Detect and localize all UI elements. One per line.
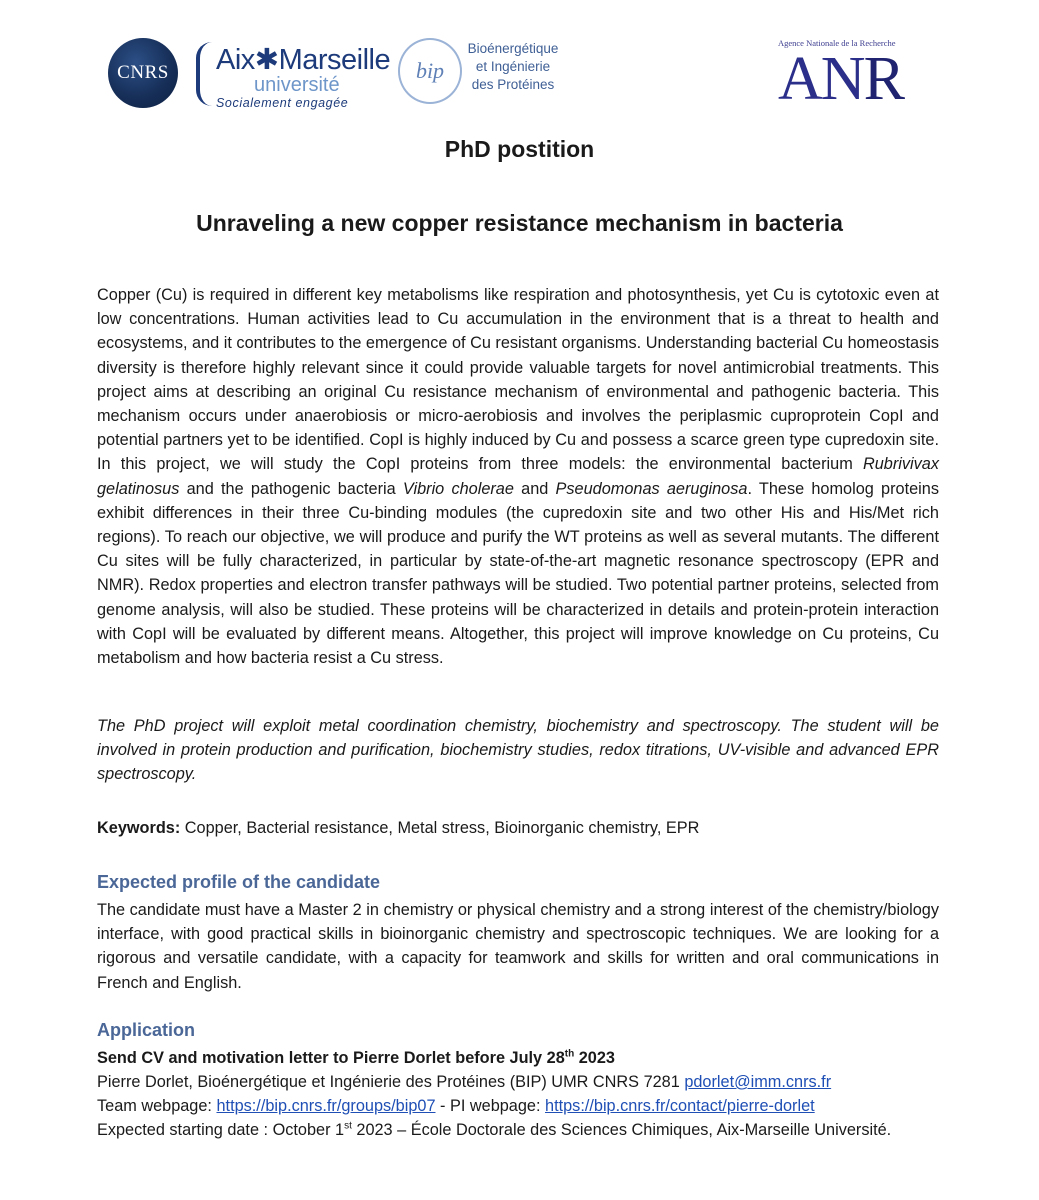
anr-logo-subtitle: Agence Nationale de la Recherche [778, 38, 896, 48]
start-date-text: Expected starting date : October 1 [97, 1121, 345, 1139]
start-date-rest: 2023 – École Doctorale des Sciences Chimiques, Aix-Marseille Université. [351, 1121, 892, 1139]
application-instruction-sup: th [564, 1048, 575, 1060]
bip-logo-line-2: et Ingénierie [475, 59, 551, 74]
keywords [97, 816, 939, 840]
profile-text: The candidate must have a Master 2 in chemistry or physical chemistry and a strong interest of the chemistry/biology interface, with good practical skills in bioinorganic chemistry and spectroscopic techniques. We are looking for a rigorous and versatile candidate, with a capacity for teamwork and skills for written and oral communications in French and English. [97, 901, 939, 992]
description-part-1: Copper (Cu) is required in different key metabolisms like respiration and photosynthesis, yet Cu is cytotoxic even at low concentrations. Human activities lead to Cu accumulation in the environment that is a threat to health and ecosystems, and it contributes to the emergence of Cu resistant organisms. Understanding bacterial Cu homeostasis diversity is therefore highly relevant since it could provide valuable targets for novel antimicrobial treatments. This project aims at describing an original Cu resistance mechanism of environmental and pathogenic bacteria. This mechanism occurs under anaerobiosis or micro-aerobiosis and involves the periplasmic cuproprotein CopI and potential partners yet to be identified. CopI is highly induced by Cu and possess a scarce green type cupredoxin site. In this project, we will study the CopI proteins from three models: the environmental bacterium [97, 286, 939, 474]
anr-logo-r: R [863, 45, 903, 113]
amu-logo-tagline: Socialement engagée [216, 96, 349, 110]
application-instruction-year: 2023 [574, 1049, 615, 1067]
amu-logo-sub: université [254, 74, 340, 96]
bip-logo-text [458, 40, 568, 94]
bip-logo [398, 34, 558, 110]
team-webpage-label: Team webpage: [97, 1097, 217, 1115]
project-description [97, 283, 939, 670]
contact-line [97, 1070, 831, 1094]
logo-bar [0, 30, 1039, 120]
description-part-4: . These homolog proteins exhibit differences in their three Cu-binding modules (the cupredoxin site and two other His and His/Met rich regions). To reach our objective, we will produce and purify the WT proteins as well as several mutants. The different Cu sites will be fully characterized, in particular by state-of-the-art magnetic resonance spectroscopy (EPR and NMR). Redox properties and electron transfer pathways will be studied. Two potential partner proteins, selected from genome analysis, will also be studied. These proteins will be characterized in details and protein-protein interaction with CopI will be evaluated by different means. Altogether, this project will improve knowledge on Cu proteins, Cu metabolism and how bacteria resist a Cu stress. [97, 479, 939, 668]
species-rubrivivax: Rubrivivax gelatinosus [97, 455, 939, 498]
amu-logo [196, 38, 391, 110]
webpages-line [97, 1094, 815, 1118]
species-vibrio: Vibrio cholerae [402, 479, 514, 498]
anr-logo [778, 36, 938, 113]
anr-logo-letters [778, 44, 903, 115]
bip-logo-circle [398, 38, 462, 104]
team-webpage-link[interactable]: https://bip.cnrs.fr/groups/bip07 [216, 1097, 436, 1115]
bip-logo-line-3: des Protéines [471, 77, 555, 92]
project-note: The PhD project will exploit metal coordination chemistry, biochemistry and spectroscopy. The student will be involved in protein production and purification, biochemistry studies, redox titrations, UV-visible and advanced EPR spectroscopy. [97, 717, 939, 784]
application-instruction-text: Send CV and motivation letter to Pierre Dorlet before July 28 [97, 1049, 565, 1067]
pi-webpage-link[interactable]: https://bip.cnrs.fr/contact/pierre-dorlet [545, 1097, 815, 1115]
position-heading: PhD postition [444, 136, 595, 162]
anr-logo-an: AN [778, 45, 864, 113]
start-date-sup: st [344, 1120, 352, 1132]
amu-logo-name: Aix✱Marseille [216, 44, 391, 76]
keywords-label: Keywords: [97, 819, 181, 837]
description-part-2: and the pathogenic bacteria [179, 479, 403, 498]
pi-webpage-label: - PI webpage: [435, 1097, 546, 1115]
keywords-value: Copper, Bacterial resistance, Metal stress, Bioinorganic chemistry, EPR [180, 819, 700, 837]
project-title: Unraveling a new copper resistance mechanism in bacteria [196, 210, 843, 236]
bip-logo-mark: bip [415, 58, 445, 83]
bip-logo-line-1: Bioénergétique [467, 41, 559, 56]
cnrs-logo [108, 38, 178, 108]
profile-heading: Expected profile of the candidate [97, 872, 381, 892]
start-date-line [97, 1118, 891, 1142]
application-heading: Application [97, 1020, 195, 1040]
cnrs-logo-text: CNRS [117, 62, 169, 83]
email-link[interactable]: pdorlet@imm.cnrs.fr [684, 1073, 832, 1091]
amu-logo-arc [196, 42, 212, 106]
description-part-3: and [513, 479, 556, 498]
species-pseudomonas: Pseudomonas aeruginosa [555, 479, 748, 498]
application-instruction [97, 1046, 615, 1070]
contact-text: Pierre Dorlet, Bioénergétique et Ingénierie des Protéines (BIP) UMR CNRS 7281 [97, 1073, 685, 1091]
